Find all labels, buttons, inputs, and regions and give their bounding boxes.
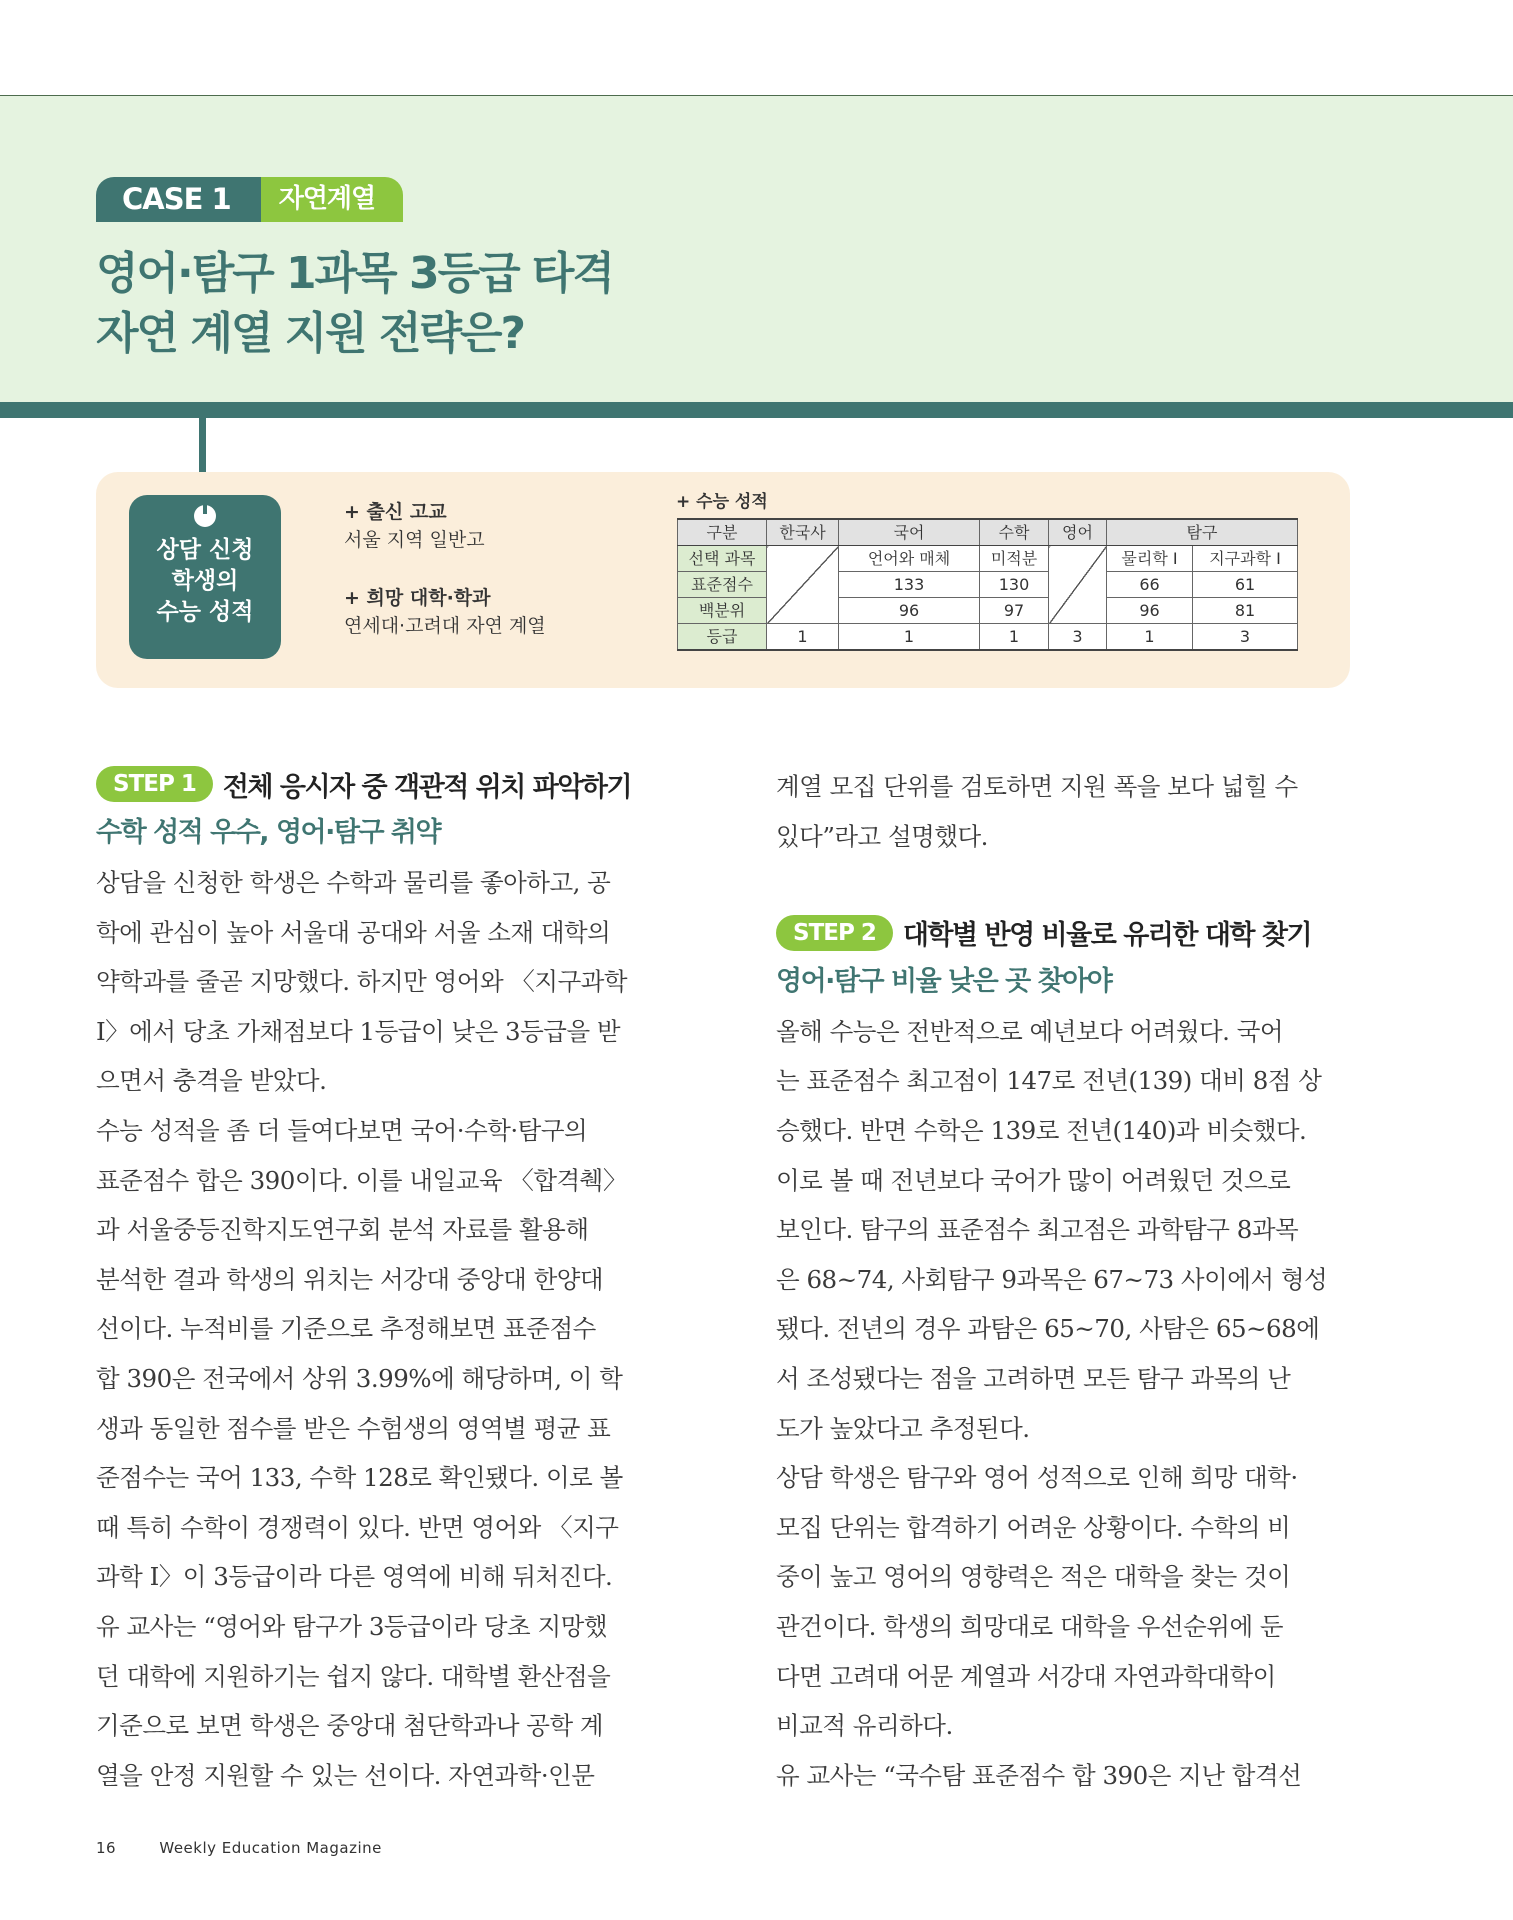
body-line: 은 68~74, 사회탐구 9과목은 67~73 사이에서 형성: [776, 1264, 1328, 1294]
body-line: 중이 높고 영어의 영향력은 적은 대학을 찾는 것이: [776, 1562, 1291, 1592]
badge-line: 상담 신청: [156, 537, 254, 563]
body-line: 약학과를 줄곧 지망했다. 하지만 영어와 〈지구과학: [96, 967, 628, 997]
body-line: 기준으로 보면 학생은 중앙대 첨단학과나 공학 계: [96, 1711, 604, 1741]
body-line: 비교적 유리하다.: [776, 1711, 953, 1741]
body-line: 학에 관심이 높아 서울대 공대와 서울 소재 대학의: [96, 917, 611, 947]
school-value: 서울 지역 일반고: [344, 529, 485, 551]
body-line: 던 대학에 지원하기는 쉽지 않다. 대학별 환산점을: [96, 1661, 611, 1691]
headline-line-2: 자연 계열 지원 전략은?: [96, 308, 525, 359]
step1-pill: STEP 1: [96, 766, 213, 802]
body-line: 유 교사는 “영어와 탐구가 3등급이라 당초 지망했: [96, 1611, 608, 1641]
body-line: 과 서울중등진학지도연구회 분석 자료를 활용해: [96, 1215, 589, 1245]
body-line: 으면서 충격을 받았다.: [96, 1066, 327, 1096]
table-cell: 66: [1107, 572, 1193, 598]
table-cell: 96: [839, 598, 980, 624]
case-number: CASE 1: [96, 177, 261, 222]
step2-body: [776, 1007, 1351, 1801]
body-line: 수능 성적을 좀 더 들여다보면 국어·수학·탐구의: [96, 1115, 588, 1145]
step2-title: 대학별 반영 비율로 유리한 대학 찾기: [902, 920, 1312, 952]
body-line: 생과 동일한 점수를 받은 수험생의 영역별 평균 표: [96, 1413, 611, 1443]
step2-subtitle: 영어·탐구 비율 낮은 곳 찾아야: [776, 965, 1112, 997]
pin-icon: [192, 503, 218, 529]
table-cell: 1: [1107, 624, 1193, 651]
body-line: 보인다. 탐구의 표준점수 최고점은 과학탐구 8과목: [776, 1215, 1299, 1245]
header-cell: 한국사: [767, 519, 839, 546]
body-line: 상담 학생은 탐구와 영어 성적으로 인해 희망 대학·: [776, 1463, 1298, 1493]
body-line: 있다”라고 설명했다.: [776, 821, 988, 851]
body-line: 도가 높았다고 추정된다.: [776, 1413, 1030, 1443]
header-cell: 수학: [980, 519, 1049, 546]
body-line: 과학 Ⅰ〉이 3등급이라 다른 영역에 비해 뒤처진다.: [96, 1562, 613, 1592]
target-value: 연세대·고려대 자연 계열: [344, 615, 546, 637]
target-label: + 희망 대학·학과: [344, 587, 491, 609]
header-cell: 영어: [1049, 519, 1107, 546]
body-line: Ⅰ〉에서 당초 가채점보다 1등급이 낮은 3등급을 받: [96, 1016, 621, 1046]
body-line: 표준점수 합은 390이다. 이를 내일교육 〈합격췍〉: [96, 1165, 627, 1195]
body-line: 열을 안정 지원할 수 있는 선이다. 자연과학·인문: [96, 1760, 595, 1790]
body-line: 는 표준점수 최고점이 147로 전년(139) 대비 8점 상: [776, 1066, 1322, 1096]
table-cell: 1: [767, 624, 839, 651]
table-cell: 3: [1193, 624, 1298, 651]
row-label: 표준점수: [678, 572, 767, 598]
table-cell: 130: [980, 572, 1049, 598]
school-label: + 출신 고교: [344, 501, 447, 523]
step1-heading: [96, 762, 671, 806]
badge-line: 학생의: [171, 568, 239, 594]
step1-title: 전체 응시자 중 객관적 위치 파악하기: [222, 771, 632, 803]
table-cell: 81: [1193, 598, 1298, 624]
target-info: [344, 584, 546, 640]
row-label: 선택 과목: [678, 546, 767, 572]
table-row: [678, 624, 1298, 651]
badge-line: 수능 성적: [156, 599, 254, 625]
row-label: 등급: [678, 624, 767, 651]
paragraph-gap: [776, 861, 1351, 911]
step1-body: [96, 858, 671, 1800]
body-line: 때 특히 수학이 경쟁력이 있다. 반면 영어와 〈지구: [96, 1512, 619, 1542]
page-number: 16: [96, 1839, 117, 1857]
body-line: 서 조성됐다는 점을 고려하면 모든 탐구 과목의 난: [776, 1363, 1291, 1393]
headline-line-1: 영어·탐구 1과목 3등급 타격: [96, 248, 613, 299]
row-label: 백분위: [678, 598, 767, 624]
student-badge: [129, 495, 281, 659]
magazine-name: Weekly Education Magazine: [159, 1839, 382, 1857]
header-cell: 국어: [839, 519, 980, 546]
body-line: 선이다. 누적비를 기준으로 추정해보면 표준점수: [96, 1314, 596, 1344]
body-line: 준점수는 국어 133, 수학 128로 확인됐다. 이로 볼: [96, 1463, 623, 1493]
score-table: [677, 518, 1298, 651]
table-cell: 97: [980, 598, 1049, 624]
table-row: [678, 546, 1298, 572]
body-line: 이로 볼 때 전년보다 국어가 많이 어려웠던 것으로: [776, 1165, 1291, 1195]
step2-heading: [776, 911, 1351, 955]
table-cell: 물리학 Ⅰ: [1107, 546, 1193, 572]
table-cell: 96: [1107, 598, 1193, 624]
page-footer: [96, 1839, 382, 1857]
body-line: 다면 고려대 어문 계열과 서강대 자연과학대학이: [776, 1661, 1276, 1691]
table-cell: 1: [839, 624, 980, 651]
blank-cell: [1049, 546, 1107, 624]
body-line: 분석한 결과 학생의 위치는 서강대 중앙대 한양대: [96, 1264, 604, 1294]
step1-subtitle: 수학 성적 우수, 영어·탐구 취약: [96, 817, 441, 848]
step1-continuation: [776, 762, 1351, 861]
body-line: 됐다. 전년의 경우 과탐은 65~70, 사탐은 65~68에: [776, 1314, 1320, 1344]
badge-label: [129, 535, 281, 628]
body-line: 상담을 신청한 학생은 수학과 물리를 좋아하고, 공: [96, 868, 611, 897]
body-line: 관건이다. 학생의 희망대로 대학을 우선순위에 둔: [776, 1611, 1284, 1641]
table-cell: 3: [1049, 624, 1107, 651]
table-cell: 언어와 매체: [839, 546, 980, 572]
score-table-title: + 수능 성적: [676, 492, 768, 512]
header-cell: 탐구: [1107, 519, 1298, 546]
header-bar: [0, 402, 1513, 418]
table-cell: 61: [1193, 572, 1298, 598]
score-table-header: [678, 519, 1298, 546]
left-column: [96, 762, 671, 1800]
body-line: 유 교사는 “국수탐 표준점수 합 390은 지난 합격선: [776, 1760, 1302, 1790]
header-cell: 구분: [678, 519, 767, 546]
table-cell: 133: [839, 572, 980, 598]
table-cell: 미적분: [980, 546, 1049, 572]
body-line: 모집 단위는 합격하기 어려운 상황이다. 수학의 비: [776, 1512, 1291, 1542]
table-cell: 1: [980, 624, 1049, 651]
case-tag: [96, 177, 403, 222]
step2-pill: STEP 2: [776, 915, 893, 951]
body-line: 합 390은 전국에서 상위 3.99%에 해당하며, 이 학: [96, 1363, 623, 1393]
body-line: 승했다. 반면 수학은 139로 전년(140)과 비슷했다.: [776, 1115, 1307, 1145]
table-cell: 지구과학 Ⅰ: [1193, 546, 1298, 572]
school-info: [344, 498, 485, 554]
right-column: [776, 762, 1351, 1800]
headline: [96, 244, 613, 364]
blank-cell: [767, 546, 839, 624]
case-track: 자연계열: [261, 177, 403, 222]
body-line: 올해 수능은 전반적으로 예년보다 어려웠다. 국어: [776, 1016, 1284, 1046]
body-line: 계열 모집 단위를 검토하면 지원 폭을 보다 넓힐 수: [776, 772, 1298, 801]
